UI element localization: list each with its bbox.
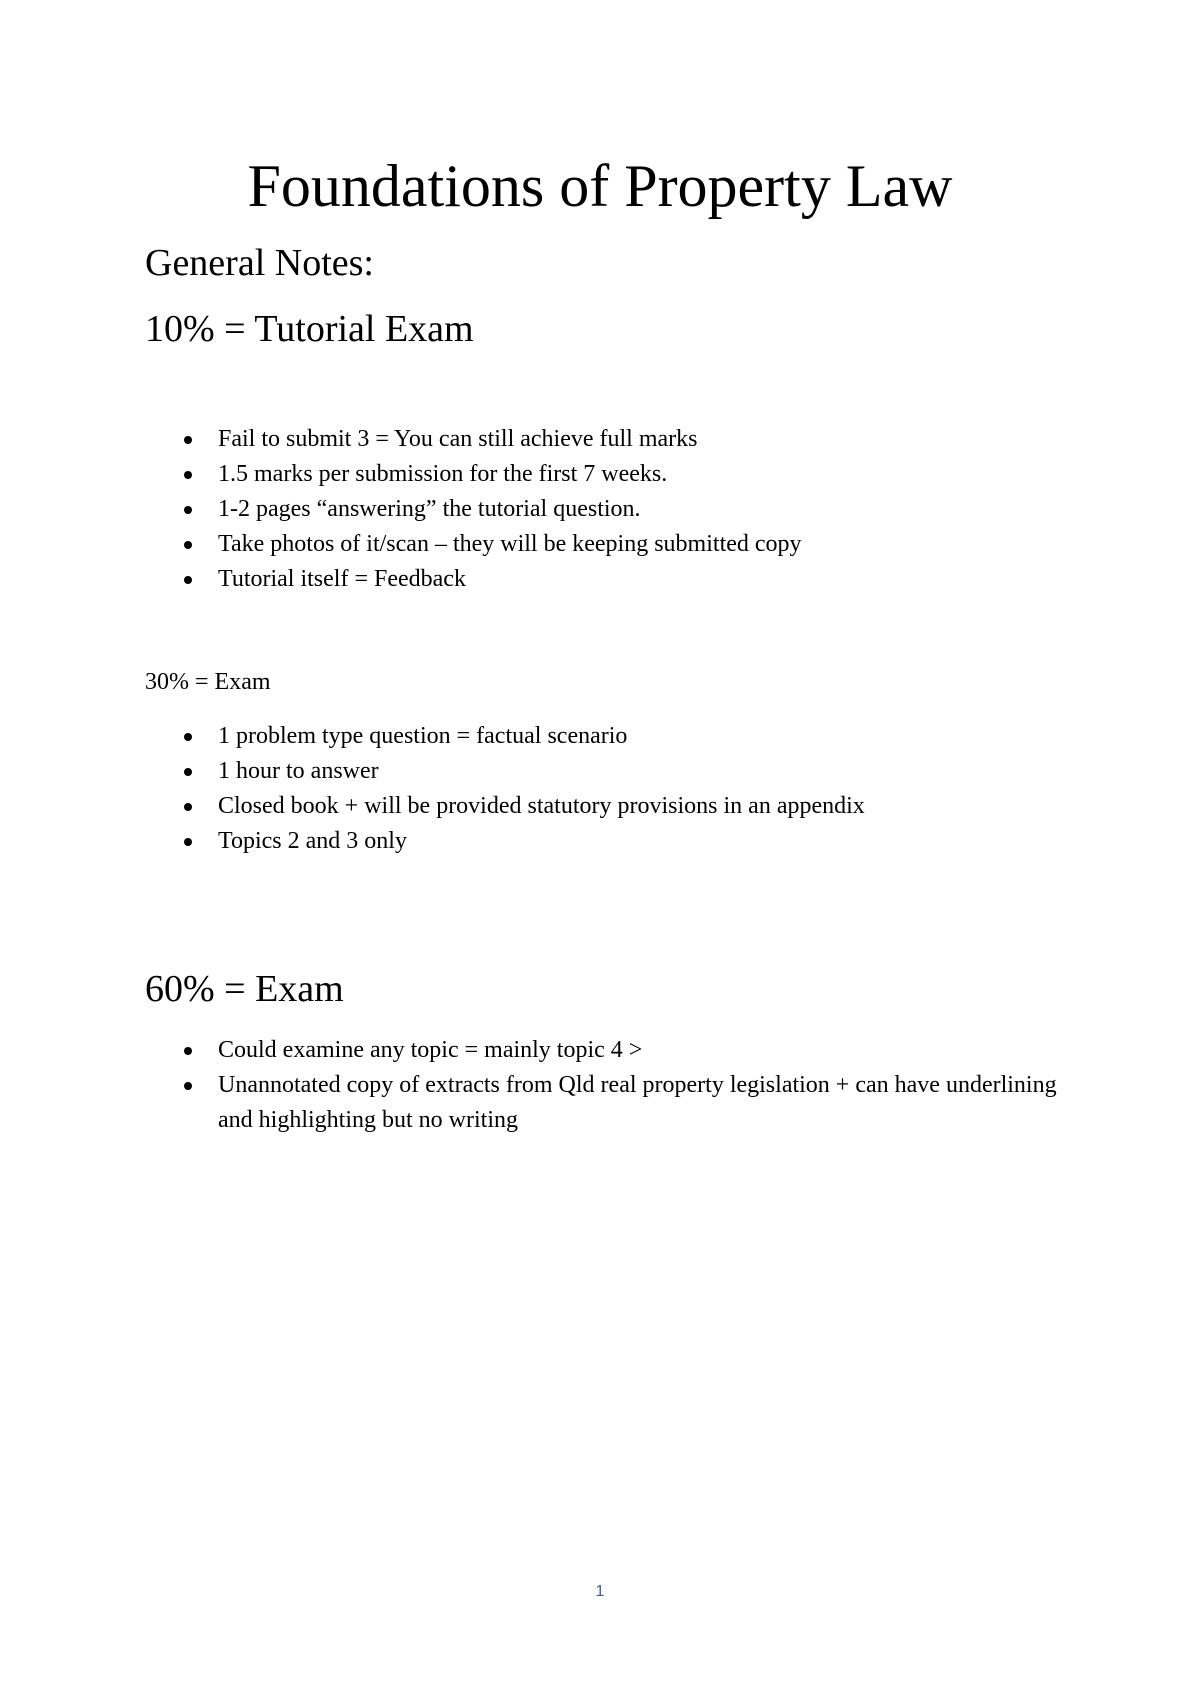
list-item (184, 527, 1064, 562)
page-title: Foundations of Property Law (247, 153, 953, 219)
list-item (184, 824, 1064, 859)
list-item (184, 422, 1064, 457)
exam-60-heading: 60% = Exam (145, 968, 344, 1010)
exam-30-list (184, 719, 1064, 859)
list-item (184, 1068, 1064, 1138)
list-item-text: Fail to submit 3 = You can still achieve full marks (218, 426, 698, 452)
list-item-text: Take photos of it/scan – they will be keeping submitted copy (218, 531, 802, 557)
tutorial-exam-list (184, 422, 1064, 597)
list-item-text: Unannotated copy of extracts from Qld real property legislation + can have underlining and highlighting but no writing (218, 1072, 1057, 1133)
list-item-text: 1-2 pages “answering” the tutorial question. (218, 496, 641, 522)
list-item (184, 562, 1064, 597)
list-item-text: Could examine any topic = mainly topic 4 > (218, 1037, 643, 1063)
list-item (184, 457, 1064, 492)
exam-60-list (184, 1033, 1064, 1138)
list-item-text: 1.5 marks per submission for the first 7 weeks. (218, 461, 668, 487)
list-item-text: 1 problem type question = factual scenario (218, 723, 628, 749)
page-number: 1 (595, 1583, 605, 1600)
list-item-text: Topics 2 and 3 only (218, 828, 407, 854)
list-item (184, 754, 1064, 789)
list-item (184, 492, 1064, 527)
list-item-text: 1 hour to answer (218, 758, 379, 784)
list-item-text: Closed book + will be provided statutory provisions in an appendix (218, 793, 865, 819)
general-notes-heading: General Notes: (145, 242, 374, 284)
list-item (184, 1033, 1064, 1068)
list-item (184, 719, 1064, 754)
list-item (184, 789, 1064, 824)
tutorial-exam-heading: 10% = Tutorial Exam (145, 308, 474, 350)
list-item-text: Tutorial itself = Feedback (218, 566, 466, 592)
exam-30-heading: 30% = Exam (145, 669, 271, 695)
